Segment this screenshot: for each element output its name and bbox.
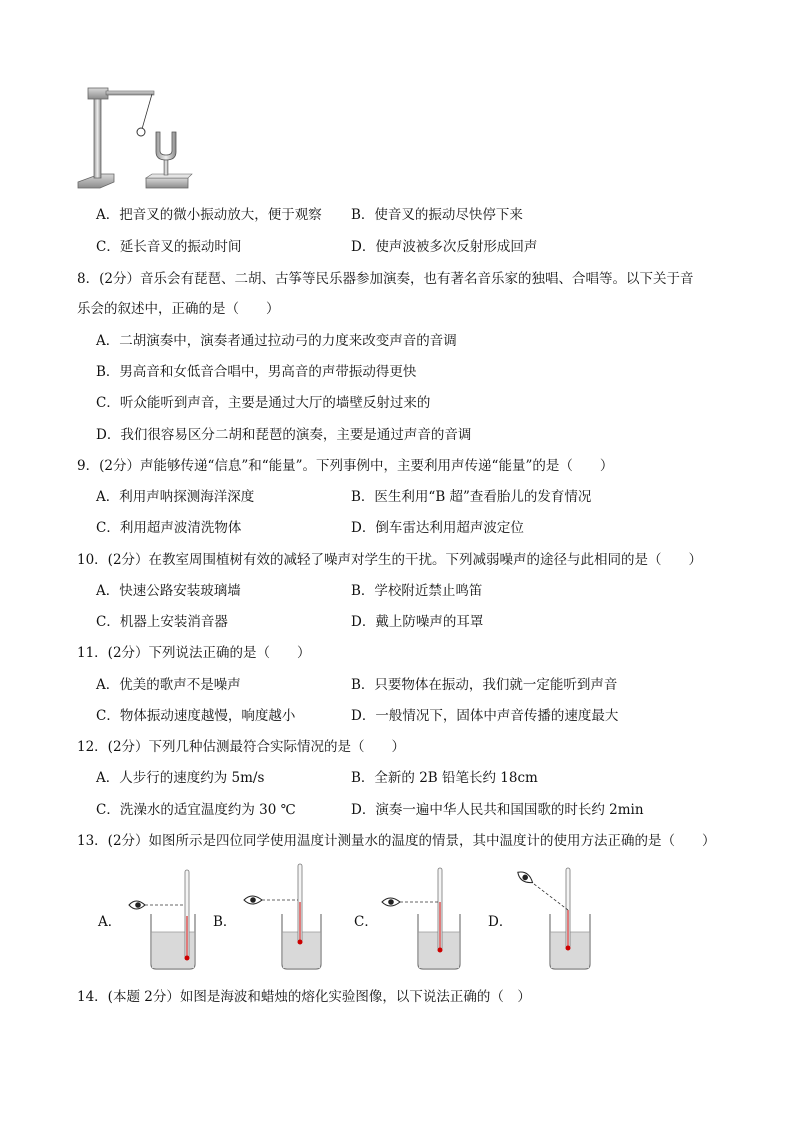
q7-option-a: A．把音叉的微小振动放大，便于观察	[96, 207, 322, 223]
q9-option-a: A．利用声呐探测海洋深度	[96, 489, 255, 505]
q9-stem: 9．(2分）声能够传递“信息”和“能量”。下列事例中，主要利用声传递“能量”的是（ ）	[77, 458, 614, 474]
q8-stem-continued: 乐会的叙述中，正确的是（ ）	[77, 301, 280, 317]
tuning-fork-figure	[70, 82, 200, 194]
q10-option-a: A．快速公路安装玻璃墙	[96, 583, 241, 599]
q12-option-a: A．人步行的速度约为 5m/s	[96, 770, 265, 786]
q12-stem: 12．(2分）下列几种估测最符合实际情况的是（ ）	[77, 739, 406, 755]
q7-option-d: D．使声波被多次反射形成回声	[351, 239, 538, 255]
thermometer-figure-c	[378, 866, 468, 972]
q11-option-a: A．优美的歌声不是噪声	[96, 677, 241, 693]
q11-stem: 11．(2分）下列说法正确的是（ ）	[77, 645, 311, 661]
q10-option-d: D．戴上防噪声的耳罩	[351, 614, 484, 630]
q13-stem: 13．(2分）如图所示是四位同学使用温度计测量水的温度的情景，其中温度计的使用方法正确的是（ ）	[77, 833, 716, 849]
q9-option-b: B．医生利用“B 超”查看胎儿的发育情况	[351, 489, 592, 505]
q9-option-d: D．倒车雷达利用超声波定位	[351, 520, 524, 536]
thermometer-figure-a	[125, 868, 205, 972]
q12-option-d: D．演奏一遍中华人民共和国国歌的时长约 2min	[351, 802, 644, 818]
q13-figure-label-a: A．	[98, 914, 122, 930]
thermometer-figure-b	[236, 862, 326, 972]
q11-option-c: C．物体振动速度越慢，响度越小	[96, 708, 296, 724]
q8-option-c: C．听众能听到声音，主要是通过大厅的墙壁反射过来的	[96, 395, 431, 411]
q8-option-d: D．我们很容易区分二胡和琵琶的演奏，主要是通过声音的音调	[96, 427, 472, 443]
thermometer-figure-d	[512, 866, 592, 972]
q8-stem: 8．(2分）音乐会有琵琶、二胡、古筝等民乐器参加演奏，也有著名音乐家的独唱、合唱等。以下关于音	[77, 271, 694, 287]
q10-option-b: B．学校附近禁止鸣笛	[351, 583, 483, 599]
q10-stem: 10．(2分）在教室周围植树有效的减轻了噪声对学生的干扰。下列减弱噪声的途径与此相同的是（ ）	[77, 552, 703, 568]
q9-option-c: C．利用超声波清洗物体	[96, 520, 242, 536]
q14-stem: 14．(本题 2分）如图是海波和蜡烛的熔化实验图像，以下说法正确的（ ）	[77, 989, 531, 1005]
q13-figure-label-d: D．	[488, 914, 513, 930]
q8-option-b: B．男高音和女低音合唱中，男高音的声带振动得更快	[96, 364, 417, 380]
q7-option-c: C．延长音叉的振动时间	[96, 239, 242, 255]
q10-option-c: C．机器上安装消音器	[96, 614, 228, 630]
q7-option-b: B．使音叉的振动尽快停下来	[351, 207, 523, 223]
q13-figure-label-b: B．	[213, 914, 237, 930]
q11-option-b: B．只要物体在振动，我们就一定能听到声音	[351, 677, 618, 693]
q8-option-a: A．二胡演奏中，演奏者通过拉动弓的力度来改变声音的音调	[96, 333, 457, 349]
q12-option-b: B．全新的 2B 铅笔长约 18cm	[351, 770, 538, 786]
q11-option-d: D．一般情况下，固体中声音传播的速度最大	[351, 708, 619, 724]
q12-option-c: C．洗澡水的适宜温度约为 30 ℃	[96, 802, 296, 818]
q13-figure-label-c: C．	[354, 914, 378, 930]
